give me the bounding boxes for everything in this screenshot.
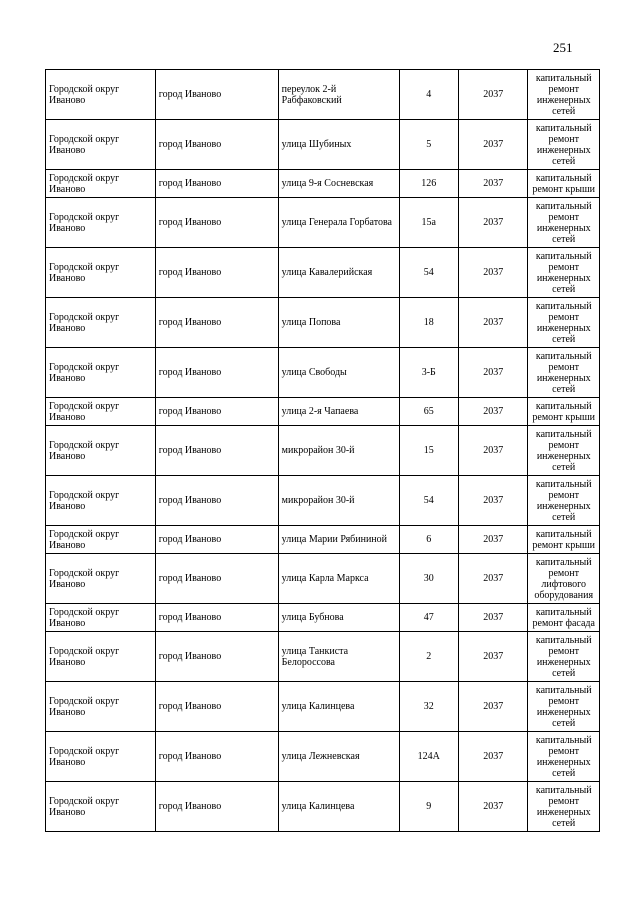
city-cell: город Иваново [155, 526, 278, 554]
city-cell: город Иваново [155, 248, 278, 298]
year-cell: 2037 [458, 70, 528, 120]
year-cell: 2037 [458, 198, 528, 248]
work-type-cell: капитальный ремонт инженерных сетей [528, 682, 600, 732]
district-cell: Городской округ Иваново [46, 526, 156, 554]
district-cell: Городской округ Иваново [46, 70, 156, 120]
house-cell: 9 [399, 782, 458, 832]
street-cell: улица Свободы [278, 348, 399, 398]
district-cell: Городской округ Иваново [46, 298, 156, 348]
year-cell: 2037 [458, 782, 528, 832]
district-cell: Городской округ Иваново [46, 476, 156, 526]
table-row [46, 604, 600, 632]
table-row [46, 120, 600, 170]
work-type-cell: капитальный ремонт крыши [528, 170, 600, 198]
year-cell: 2037 [458, 398, 528, 426]
city-cell: город Иваново [155, 782, 278, 832]
table-row [46, 170, 600, 198]
work-type-cell: капитальный ремонт лифтового оборудования [528, 554, 600, 604]
house-cell: 6 [399, 526, 458, 554]
street-cell: улица Бубнова [278, 604, 399, 632]
street-cell: улица Марии Рябининой [278, 526, 399, 554]
year-cell: 2037 [458, 604, 528, 632]
year-cell: 2037 [458, 632, 528, 682]
city-cell: город Иваново [155, 70, 278, 120]
year-cell: 2037 [458, 248, 528, 298]
city-cell: город Иваново [155, 682, 278, 732]
house-cell: 4 [399, 70, 458, 120]
table-row [46, 426, 600, 476]
city-cell: город Иваново [155, 732, 278, 782]
street-cell: улица 2-я Чапаева [278, 398, 399, 426]
district-cell: Городской округ Иваново [46, 398, 156, 426]
street-cell: микрорайон 30-й [278, 476, 399, 526]
district-cell: Городской округ Иваново [46, 426, 156, 476]
house-cell: 15 [399, 426, 458, 476]
district-cell: Городской округ Иваново [46, 348, 156, 398]
city-cell: город Иваново [155, 632, 278, 682]
work-type-cell: капитальный ремонт инженерных сетей [528, 732, 600, 782]
work-type-cell: капитальный ремонт инженерных сетей [528, 70, 600, 120]
year-cell: 2037 [458, 348, 528, 398]
table-row [46, 526, 600, 554]
house-cell: 126 [399, 170, 458, 198]
city-cell: город Иваново [155, 476, 278, 526]
city-cell: город Иваново [155, 198, 278, 248]
district-cell: Городской округ Иваново [46, 170, 156, 198]
work-type-cell: капитальный ремонт инженерных сетей [528, 782, 600, 832]
house-cell: 124А [399, 732, 458, 782]
city-cell: город Иваново [155, 554, 278, 604]
city-cell: город Иваново [155, 298, 278, 348]
table-row [46, 554, 600, 604]
table-row [46, 476, 600, 526]
page-number: 251 [553, 40, 573, 55]
table-row [46, 632, 600, 682]
house-cell: 2 [399, 632, 458, 682]
year-cell: 2037 [458, 120, 528, 170]
work-type-cell: капитальный ремонт крыши [528, 398, 600, 426]
work-type-cell: капитальный ремонт инженерных сетей [528, 476, 600, 526]
house-cell: 54 [399, 476, 458, 526]
year-cell: 2037 [458, 476, 528, 526]
district-cell: Городской округ Иваново [46, 782, 156, 832]
house-cell: 47 [399, 604, 458, 632]
house-cell: 54 [399, 248, 458, 298]
district-cell: Городской округ Иваново [46, 604, 156, 632]
street-cell: улица Попова [278, 298, 399, 348]
street-cell: улица Танкиста Белороссова [278, 632, 399, 682]
work-type-cell: капитальный ремонт инженерных сетей [528, 248, 600, 298]
district-cell: Городской округ Иваново [46, 554, 156, 604]
table-row [46, 70, 600, 120]
work-type-cell: капитальный ремонт крыши [528, 526, 600, 554]
table-row [46, 682, 600, 732]
street-cell: улица Калинцева [278, 782, 399, 832]
work-type-cell: капитальный ремонт инженерных сетей [528, 632, 600, 682]
house-cell: 5 [399, 120, 458, 170]
house-cell: 15а [399, 198, 458, 248]
work-type-cell: капитальный ремонт инженерных сетей [528, 348, 600, 398]
house-cell: 3-Б [399, 348, 458, 398]
city-cell: город Иваново [155, 398, 278, 426]
street-cell: улица Шубиных [278, 120, 399, 170]
district-cell: Городской округ Иваново [46, 632, 156, 682]
work-type-cell: капитальный ремонт инженерных сетей [528, 298, 600, 348]
work-type-cell: капитальный ремонт фасада [528, 604, 600, 632]
street-cell: улица Кавалерийская [278, 248, 399, 298]
district-cell: Городской округ Иваново [46, 198, 156, 248]
table-row [46, 782, 600, 832]
year-cell: 2037 [458, 732, 528, 782]
year-cell: 2037 [458, 298, 528, 348]
house-cell: 65 [399, 398, 458, 426]
work-type-cell: капитальный ремонт инженерных сетей [528, 426, 600, 476]
table-row [46, 298, 600, 348]
street-cell: улица Калинцева [278, 682, 399, 732]
city-cell: город Иваново [155, 170, 278, 198]
city-cell: город Иваново [155, 120, 278, 170]
table-row [46, 198, 600, 248]
street-cell: улица Лежневская [278, 732, 399, 782]
year-cell: 2037 [458, 526, 528, 554]
street-cell: микрорайон 30-й [278, 426, 399, 476]
work-type-cell: капитальный ремонт инженерных сетей [528, 198, 600, 248]
house-cell: 32 [399, 682, 458, 732]
city-cell: город Иваново [155, 604, 278, 632]
work-type-cell: капитальный ремонт инженерных сетей [528, 120, 600, 170]
house-cell: 30 [399, 554, 458, 604]
district-cell: Городской округ Иваново [46, 682, 156, 732]
table-row [46, 348, 600, 398]
district-cell: Городской округ Иваново [46, 248, 156, 298]
house-cell: 18 [399, 298, 458, 348]
street-cell: переулок 2-й Рабфаковский [278, 70, 399, 120]
year-cell: 2037 [458, 426, 528, 476]
year-cell: 2037 [458, 554, 528, 604]
year-cell: 2037 [458, 170, 528, 198]
table-row [46, 248, 600, 298]
street-cell: улица Генерала Горбатова [278, 198, 399, 248]
table-row [46, 732, 600, 782]
registry-table [45, 69, 600, 832]
district-cell: Городской округ Иваново [46, 120, 156, 170]
table-row [46, 398, 600, 426]
year-cell: 2037 [458, 682, 528, 732]
city-cell: город Иваново [155, 348, 278, 398]
street-cell: улица 9-я Сосневская [278, 170, 399, 198]
city-cell: город Иваново [155, 426, 278, 476]
street-cell: улица Карла Маркса [278, 554, 399, 604]
district-cell: Городской округ Иваново [46, 732, 156, 782]
